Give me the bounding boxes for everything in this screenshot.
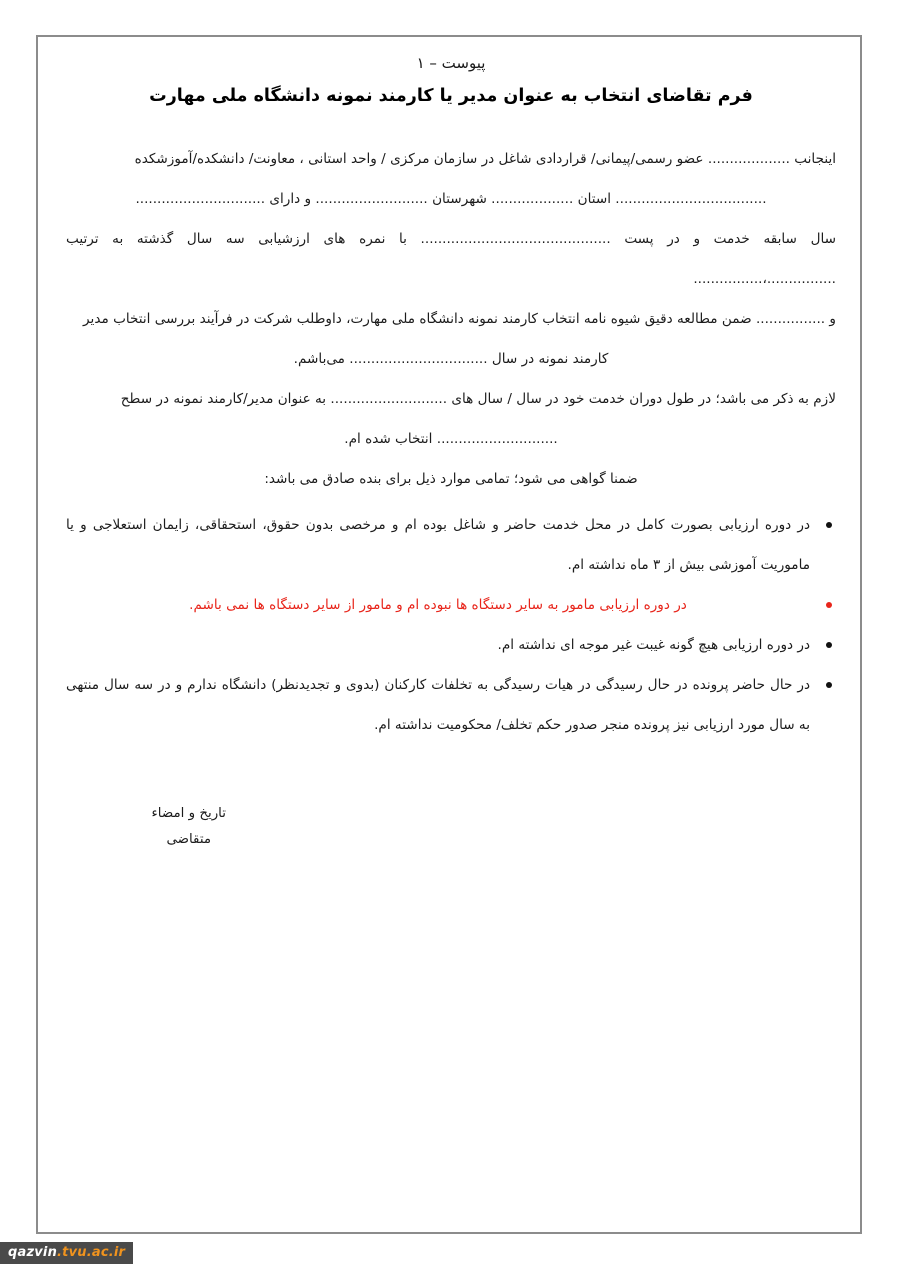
intro-paragraph [66, 139, 836, 299]
signature-block [66, 801, 836, 853]
note-line-2: ............................ انتخاب شده ام. [344, 431, 558, 448]
claim-secondment-line-1: در دوره ارزیابی مامور به سایر دستگاه ها نبوده ام و مامور از سایر دستگاه ها نمی باشم. [189, 597, 687, 614]
claim-attendance [66, 505, 836, 585]
claim-absence-line-1: در دوره ارزیابی هیچ گونه غیبت غیر موجه ای نداشته ام. [497, 637, 810, 654]
claims-list [66, 505, 836, 745]
intro-line-3: سال سابقه خدمت و در پست ............................................ با نمره های ارزشیابی سه سال گذشته به ترتیب ................،................ [66, 231, 836, 288]
claim-secondment [66, 585, 836, 625]
declaration-paragraph [66, 299, 836, 379]
note-line-1: لازم به ذکر می باشد؛ در طول دوران خدمت خود در سال / سال های ........................... به عنوان مدیر/کارمند نمونه در سطح [120, 391, 836, 408]
signature-inner [151, 801, 226, 853]
intro-line-2: ................................... استان ................... شهرستان .......................... و دارای .............................. [135, 191, 767, 208]
intro-line-1: اینجانب ................... عضو رسمی/پیمانی/ قراردادی شاغل در سازمان مرکزی / واحد استانی ، معاونت/ دانشکده/آموزشکده [134, 151, 836, 168]
certify-intro: ضمنا گواهی می شود؛ تمامی موارد ذیل برای بنده صادق می باشد: [264, 471, 638, 488]
declaration-line-2: کارمند نمونه در سال ................................ می‌باشم. [293, 351, 609, 368]
claim-disciplinary-line-2: به سال مورد ارزیابی نیز پرونده منجر صدور حکم تخلف/ محکومیت نداشته ام. [374, 717, 810, 734]
note-paragraph [66, 379, 836, 459]
watermark-suffix: .tvu.ac.ir [57, 1245, 126, 1260]
signature-applicant-label: متقاضی [166, 832, 212, 848]
document-page-frame [36, 35, 862, 1234]
claim-disciplinary-line-1: در حال حاضر پرونده در حال رسیدگی در هیات رسیدگی به تخلفات کارکنان (بدوی و تجدیدنظر) دانشگاه ندارم و در سه سال منتهی [66, 677, 810, 694]
claim-attendance-line-2: آموزشی بیش از ۳ ماه نداشته ام. [567, 557, 757, 574]
claim-attendance-line-1: در دوره ارزیابی بصورت کامل در محل خدمت حاضر و شاغل بوده ام و مرخصی بدون حقوق، استحقاقی، زایمان استعلاجی و یا ماموریت [66, 517, 810, 574]
claim-absence [66, 625, 836, 665]
site-watermark [0, 1242, 133, 1264]
attachment-label: پیوست – ۱ [416, 54, 486, 72]
signature-date-label: تاریخ و امضاء [151, 806, 226, 822]
watermark-prefix: qazvin [8, 1245, 58, 1260]
document-body [38, 37, 864, 853]
page-title: فرم تقاضای انتخاب به عنوان مدیر یا کارمند نمونه دانشگاه ملی مهارت [149, 86, 753, 106]
claim-disciplinary [66, 665, 836, 745]
declaration-line-1: و ................ ضمن مطالعه دقیق شیوه نامه انتخاب کارمند نمونه دانشگاه ملی مهارت، داوطلب شرکت در فرآیند بررسی انتخاب مدیر [83, 311, 836, 328]
